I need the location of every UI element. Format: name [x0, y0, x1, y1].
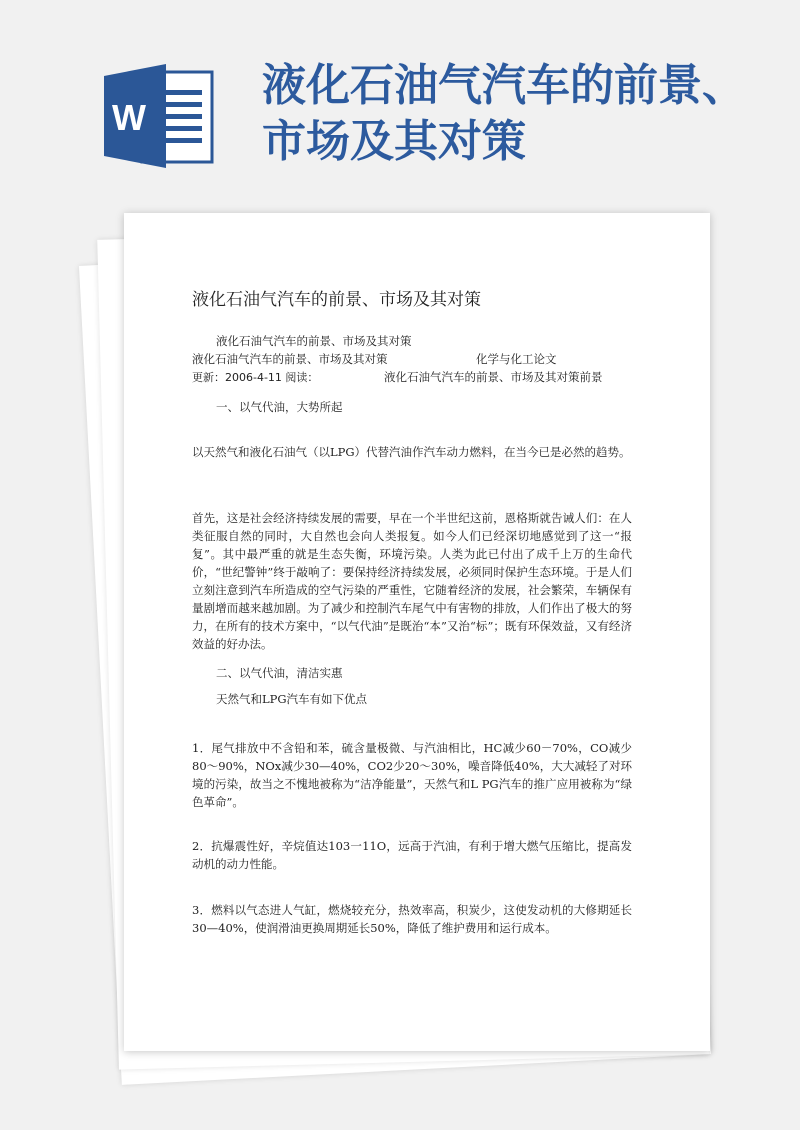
list-item-1: 1．尾气排放中不含铅和苯，硫含量极微、与汽油相比，HC减少60－70%，CO减少80～90%，NOx减少30—40%，CO2少20～30%，噪音降低40%，大大减轻了对环境的污染，故当之不愧地被称为“洁净能量”，天然气和L PG汽车的推广应用被称为“绿色革命”。 — [192, 741, 632, 809]
section-1-title: 一、以气代油，大势所起 — [216, 400, 343, 414]
document-title: 液化石油气汽车的前景、市场及其对策 — [192, 290, 481, 310]
meta-line-1: 液化石油气汽车的前景、市场及其对策 — [216, 334, 412, 348]
document-page — [124, 213, 710, 1051]
list-item-2: 2．抗爆震性好，辛烷值达103一11O，远高于汽油，有利于增大燃气压缩比，提高发动机的动力性能。 — [192, 839, 632, 871]
meta-category: 化学与化工论文 — [476, 352, 557, 366]
svg-text:W: W — [112, 97, 146, 138]
list-item-3: 3．燃料以气态进人气缸，燃烧较充分，热效率高，积炭少，这使发动机的大修期延长30—40%，使润滑油更换周期延长50%，降低了维护费用和运行成本。 — [192, 903, 632, 935]
paragraph-1: 以天然气和液化石油气（以LPG）代替汽油作汽车动力燃料，在当今已是必然的趋势。 — [192, 445, 631, 459]
meta-line-2-left: 液化石油气汽车的前景、市场及其对策 — [192, 352, 388, 366]
word-document-icon — [104, 64, 216, 168]
meta-line-3-right: 液化石油气汽车的前景、市场及其对策前景 — [384, 370, 603, 384]
section-2-intro: 天然气和LPG汽车有如下优点 — [216, 692, 368, 706]
paragraph-2: 首先，这是社会经济持续发展的需要，早在一个半世纪这前，恩格斯就告诫人们：在人类征服自然的同时，大自然也会向人类报复。如今人们已经深切地感觉到了这一“报复”。其中最严重的就是生态失衡，环境污染。人类为此已付出了成千上万的生命代价，“世纪警钟”终于敲响了：要保持经济持续发展，必须同时保护生态环境。于是人们立刻注意到汽车所造成的空气污染的严重性，它随着经济的发展，社会繁荣，车辆保有量剧增而越来越加剧。为了减少和控制汽车尾气中有害物的排放，人们作出了极大的努力，在所有的技术方案中，“以气代油”是既治“本”又治“标”；既有环保效益，又有经济效益的好办法。 — [192, 511, 632, 651]
meta-update-date: 更新：2006-4-11 阅读： — [192, 371, 319, 384]
section-2-title: 二、以气代油，清洁实惠 — [216, 666, 343, 680]
banner — [0, 0, 800, 200]
banner-title: 液化石油气汽车的前景、市场及其对策 — [262, 60, 746, 167]
